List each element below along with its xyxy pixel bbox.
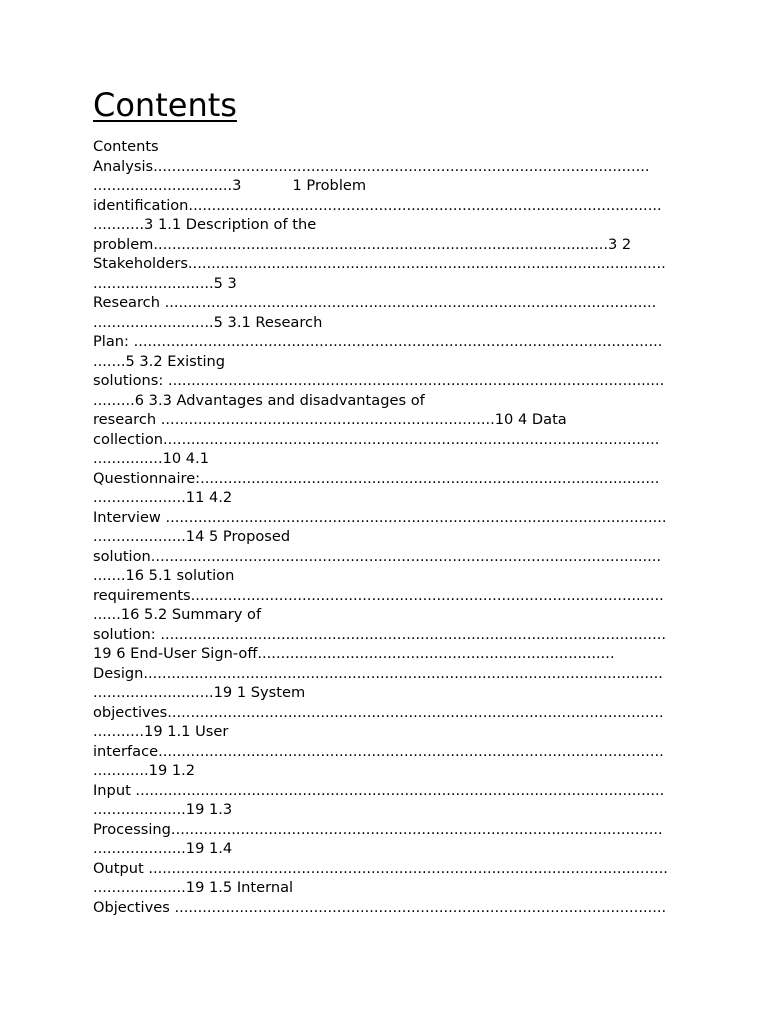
toc-line: Analysis........................................................................................................... — [93, 157, 650, 175]
toc-line: Plan: .................................................................................................................. — [93, 333, 663, 350]
toc-line: solutions: ........................................................................................................... — [93, 372, 665, 389]
toc-line: Stakeholders....................................................................................................... — [93, 255, 666, 272]
toc-line: Questionnaire:................................................................................................... — [93, 469, 660, 487]
page-title: Contents — [93, 86, 237, 124]
toc-line: problem..................................................................................................3 2 — [93, 235, 632, 253]
toc-line: .........6 3.3 Advantages and disadvantages of — [93, 391, 425, 409]
toc-line: Processing.......................................................................................................... — [93, 820, 663, 838]
toc-line: research ........................................................................10 4 Data — [93, 411, 567, 428]
toc-line: ..............................3 1 Problem — [93, 177, 367, 194]
toc-line: interface............................................................................................................. — [93, 742, 664, 760]
toc-line: ....................19 1.5 Internal — [93, 879, 294, 896]
toc-line: ......16 5.2 Summary of — [93, 606, 262, 623]
toc-line: Input .................................................................................................................. — [93, 781, 665, 799]
table-of-contents — [93, 137, 683, 917]
toc-line: collection........................................................................................................... — [93, 430, 660, 448]
toc-line: ...........19 1.1 User — [93, 723, 229, 740]
toc-line: .......5 3.2 Existing — [93, 352, 226, 370]
toc-line: ....................19 1.4 — [93, 840, 233, 857]
toc-line: ....................19 1.3 — [93, 801, 233, 818]
toc-line: Output ................................................................................................................ — [93, 859, 668, 877]
toc-line: solution: ............................................................................................................. — [93, 625, 666, 643]
toc-line: .......16 5.1 solution — [93, 567, 235, 584]
toc-line: ..........................5 3 — [93, 274, 237, 292]
toc-line: ..........................5 3.1 Research — [93, 313, 323, 331]
toc-line: ....................14 5 Proposed — [93, 528, 291, 545]
toc-line: requirements...................................................................................................... — [93, 586, 664, 604]
toc-line: solution.............................................................................................................. — [93, 547, 662, 565]
toc-line: ...........3 1.1 Description of the — [93, 216, 317, 233]
toc-line: objectives........................................................................................................... — [93, 703, 664, 721]
toc-line: identification...................................................................................................... — [93, 196, 662, 214]
toc-line: ...............10 4.1 — [93, 450, 210, 467]
toc-line: Contents — [93, 138, 159, 155]
toc-line: Design................................................................................................................ — [93, 664, 663, 682]
toc-line: ..........................19 1 System — [93, 684, 306, 701]
toc-line: 19 6 End-User Sign-off............................................................................. — [93, 645, 615, 662]
toc-line: Objectives .......................................................................................................... — [93, 898, 667, 916]
toc-line: ....................11 4.2 — [93, 489, 233, 506]
toc-line: ............19 1.2 — [93, 762, 196, 779]
toc-line: Research .......................................................................................................... — [93, 294, 657, 311]
toc-line: Interview ............................................................................................................ — [93, 508, 667, 526]
